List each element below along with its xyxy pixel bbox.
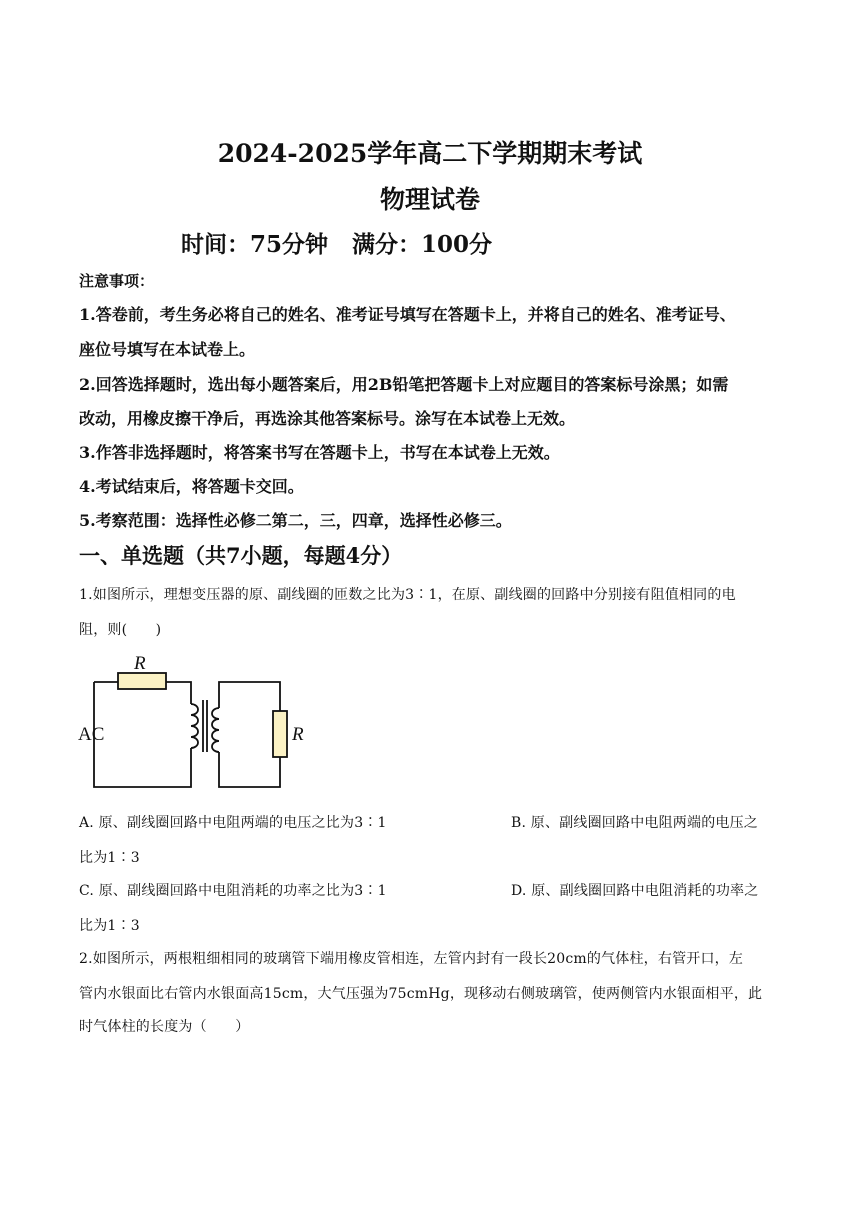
q1-option-b-cont: 比为1∶3 <box>79 850 140 866</box>
q1-option-d: D. 原、副线圈回路中电阻消耗的功率之 <box>511 883 759 899</box>
exam-title: 2024-2025学年高二下学期期末考试 <box>217 139 643 168</box>
resistor-label-right: R <box>292 724 304 745</box>
note-line: 2.回答选择题时，选出每小题答案后，用2B铅笔把答题卡上对应题目的答案标号涂黑；如需 <box>79 375 729 394</box>
q2-stem-line3: 时气体柱的长度为（ ） <box>79 1019 250 1035</box>
subject-title: 物理试卷 <box>379 185 480 214</box>
q2-stem-line2: 管内水银面比右管内水银面高15cm，大气压强为75cmHg，现移动右侧玻璃管，使两侧管内水银面相平，此 <box>79 986 763 1002</box>
note-line: 座位号填写在本试卷上。 <box>79 340 256 359</box>
note-line: 5.考察范围：选择性必修二第二，三，四章，选择性必修三。 <box>79 511 512 530</box>
q2-stem-line1: 2.如图所示，两根粗细相同的玻璃管下端用橡皮管相连，左管内封有一段长20cm的气体柱，右管开口，左 <box>79 951 744 967</box>
q1-option-b: B. 原、副线圈回路中电阻两端的电压之 <box>511 815 758 831</box>
q1-option-a: A. 原、副线圈回路中电阻两端的电压之比为3∶1 <box>79 815 387 831</box>
ac-source-label: AC <box>78 724 105 745</box>
secondary-resistor <box>273 711 287 757</box>
q1-option-c: C. 原、副线圈回路中电阻消耗的功率之比为3∶1 <box>79 883 387 899</box>
note-line: 改动，用橡皮擦干净后，再选涂其他答案标号。涂写在本试卷上无效。 <box>79 409 576 428</box>
transformer-circuit-diagram <box>76 650 306 795</box>
exam-time-info: 时间：75分钟 满分：100分 <box>181 231 493 258</box>
q1-stem-line2: 阻，则( ) <box>79 622 162 638</box>
notes-heading: 注意事项： <box>79 272 155 290</box>
note-line: 3.作答非选择题时，将答案书写在答题卡上，书写在本试卷上无效。 <box>79 443 560 462</box>
note-line: 1.答卷前，考生务必将自己的姓名、准考证号填写在答题卡上，并将自己的姓名、准考证号、 <box>79 305 736 324</box>
resistor-label-top: R <box>134 653 146 674</box>
section-heading: 一、单选题（共7小题，每题4分） <box>79 543 403 568</box>
q1-stem-line1: 1.如图所示，理想变压器的原、副线圈的匝数之比为3∶1，在原、副线圈的回路中分别接有阻值相同的电 <box>79 587 736 603</box>
primary-resistor <box>118 673 166 689</box>
note-line: 4.考试结束后，将答题卡交回。 <box>79 477 304 496</box>
q1-option-d-cont: 比为1∶3 <box>79 918 140 934</box>
